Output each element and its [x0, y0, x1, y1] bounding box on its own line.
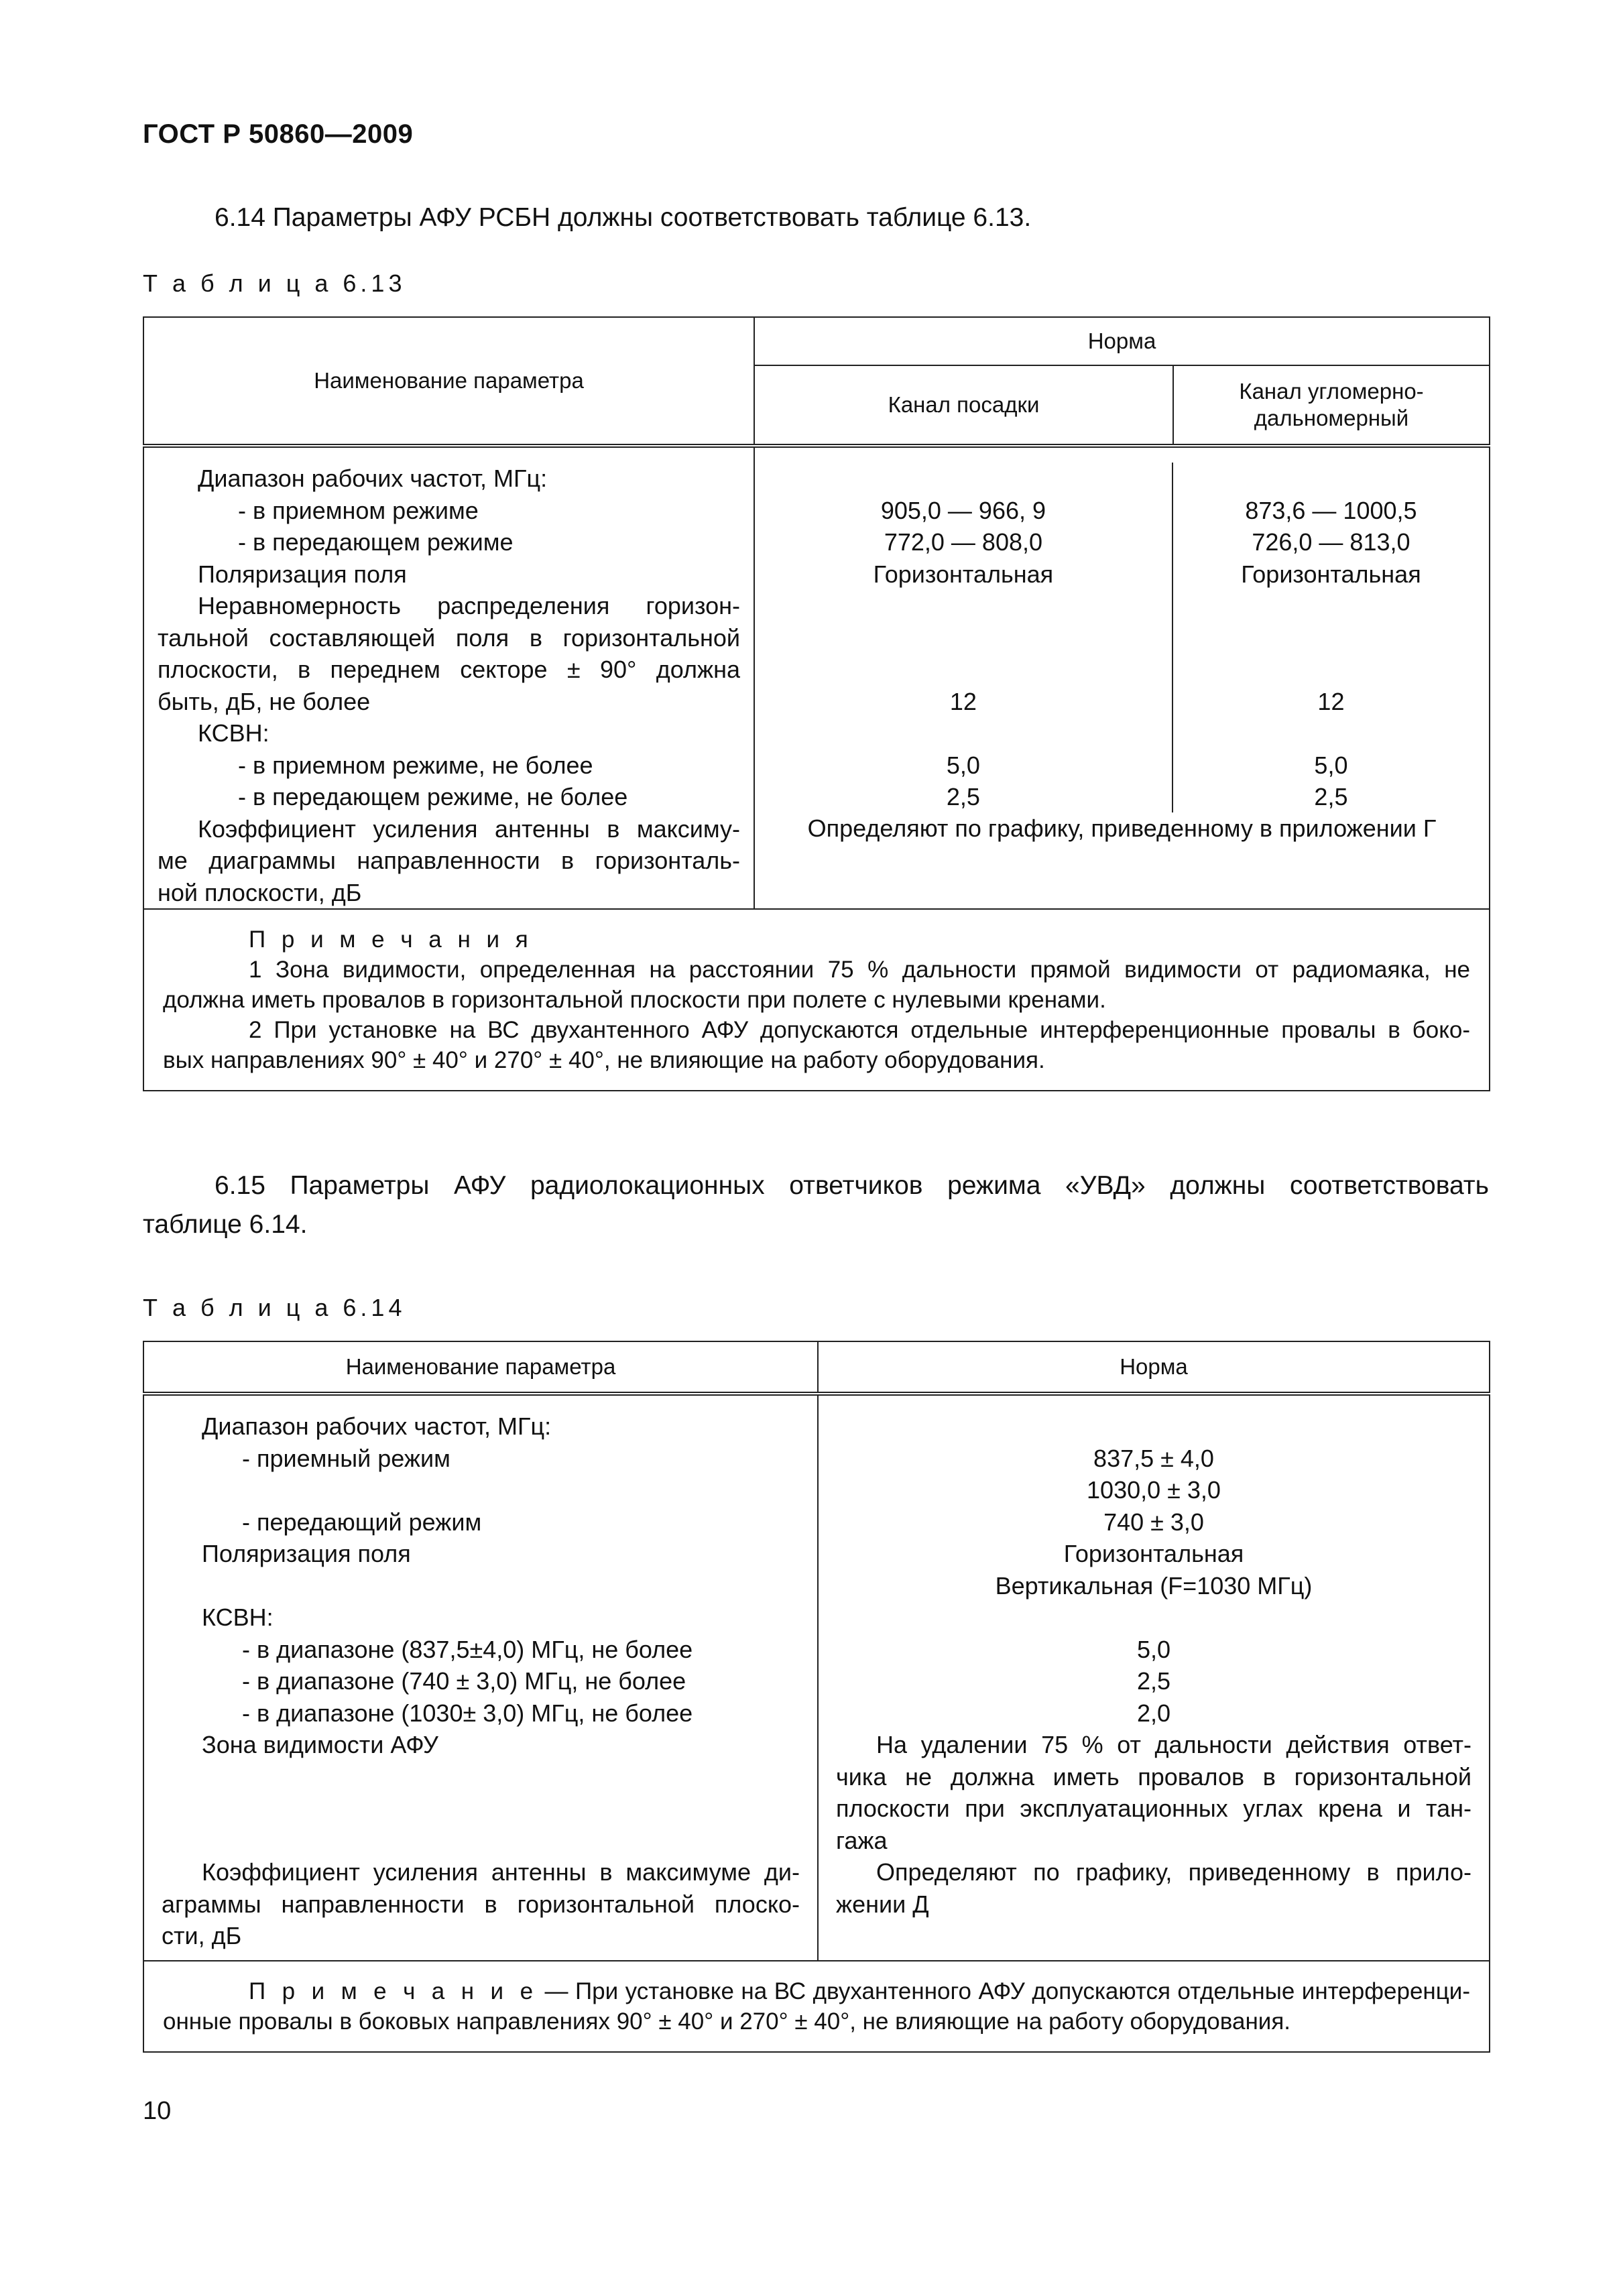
table-6-13	[143, 316, 1490, 1091]
table-6-14-caption: Т а б л и ц а 6.14	[143, 1294, 406, 1321]
t614-tx-mode: - передающий режим	[242, 1508, 482, 1536]
t613-note1-line2: должна иметь провалов в горизонтальной плоскости при полете с нулевыми кренами.	[163, 987, 1106, 1013]
t614-note-text-1: — При установке на ВС двухантенного АФУ допускаются отдельные интерференци-	[538, 1978, 1471, 2004]
t614-gain-value-line1: Определяют по графику, приведенному в прило-	[876, 1858, 1471, 1886]
t614-note-line1	[163, 1976, 1470, 2006]
t613-rx-mode: - в приемном режиме	[238, 496, 479, 524]
t613-angle-tx: 726,0 — 813,0	[1252, 528, 1410, 556]
t614-zone-line4: гажа	[836, 1826, 888, 1854]
t614-gain-value-line2: жении Д	[836, 1890, 929, 1918]
t614-param-column	[143, 1394, 818, 1961]
t613-uneven-line4: быть, дБ, не более	[158, 687, 371, 715]
t613-landing-vswr-tx: 2,5	[946, 783, 980, 810]
t613-notes	[143, 909, 1490, 1091]
t614-vswr-1: - в диапазоне (837,5±4,0) МГц, не более	[242, 1635, 693, 1663]
t613-header-name: Наименование параметра	[143, 317, 754, 446]
t613-header-angle-line1: Канал угломерно-	[1239, 379, 1424, 404]
t614-vswr-2-value: 2,5	[1136, 1667, 1171, 1695]
t613-angle-uneven: 12	[1317, 687, 1345, 715]
t614-rx-mode: - приемный режим	[242, 1444, 450, 1472]
t614-pol-2: Вертикальная (F=1030 МГц)	[995, 1571, 1313, 1599]
table-6-14	[143, 1341, 1490, 2053]
t614-zone: Зона видимости АФУ	[202, 1731, 438, 1758]
page-number: 10	[143, 2097, 172, 2125]
t614-zone-line3: плоскости при эксплуатационных углах крена и тан-	[836, 1795, 1471, 1822]
t614-gain-line3: сти, дБ	[162, 1922, 242, 1949]
t613-landing-pol: Горизонтальная	[873, 560, 1054, 588]
t613-uneven-line2: тальной составляющей поля в горизонтальной	[158, 623, 740, 652]
t613-landing-uneven: 12	[949, 687, 977, 715]
t613-vswr-label: КСВН:	[198, 719, 269, 747]
t613-vswr-tx: - в передающем режиме, не более	[238, 783, 628, 810]
t614-note	[143, 1961, 1490, 2052]
t614-vswr-2: - в диапазоне (740 ± 3,0) МГц, не более	[242, 1667, 686, 1695]
section-6-15-line1: 6.15 Параметры АФУ радиолокационных ответчиков режима «УВД» должны соответствовать	[215, 1171, 1489, 1200]
t614-vswr-3-value: 2,0	[1136, 1699, 1171, 1727]
t613-note1-line1: 1 Зона видимости, определенная на расстоянии 75 % дальности прямой видимости от радиомаяка, не	[249, 957, 1471, 983]
t614-header-name: Наименование параметра	[143, 1341, 818, 1394]
t614-gain-line2: аграммы направленности в горизонтальной плоско-	[162, 1890, 800, 1918]
t613-freq-label: Диапазон рабочих частот, МГц:	[198, 465, 548, 492]
t613-notes-title: П р и м е ч а н и я	[249, 926, 533, 953]
t613-gain-line2: ме диаграммы направленности в горизонталь-	[158, 847, 740, 874]
t613-tx-mode: - в передающем режиме	[238, 528, 514, 556]
t614-vswr-label: КСВН:	[202, 1604, 274, 1631]
t613-landing-tx: 772,0 — 808,0	[884, 528, 1043, 556]
t613-uneven-line1: Неравномерность распределения горизон-	[198, 592, 740, 619]
t613-header-angle-line2: дальномерный	[1254, 406, 1409, 430]
t614-freq-label: Диапазон рабочих частот, МГц:	[202, 1412, 552, 1440]
t613-polarization: Поляризация поля	[198, 560, 407, 588]
t613-gain-line3: ной плоскости, дБ	[158, 878, 362, 906]
t614-zone-line1: На удалении 75 % от дальности действия ответ-	[876, 1731, 1471, 1758]
t613-angle-rx: 873,6 — 1000,5	[1245, 496, 1417, 524]
document-code: ГОСТ Р 50860—2009	[143, 119, 414, 149]
t613-param-column	[143, 446, 754, 909]
t613-header-angle	[1173, 365, 1490, 446]
t614-note-title: П р и м е ч а н и е	[249, 1978, 538, 2004]
t614-vswr-3: - в диапазоне (1030± 3,0) МГц, не более	[242, 1699, 693, 1727]
t614-polarization: Поляризация поля	[202, 1540, 411, 1567]
t613-landing-vswr-rx: 5,0	[946, 751, 980, 779]
table-6-13-caption: Т а б л и ц а 6.13	[143, 269, 406, 297]
t613-gain-value: Определяют по графику, приведенному в приложении Г	[807, 814, 1437, 842]
t613-angle-pol: Горизонтальная	[1241, 560, 1421, 588]
t614-tx: 740 ± 3,0	[1103, 1508, 1204, 1536]
t613-angle-vswr-tx: 2,5	[1314, 783, 1348, 810]
t613-vswr-rx: - в приемном режиме, не более	[238, 751, 593, 779]
t614-rx-1: 837,5 ± 4,0	[1093, 1444, 1214, 1472]
t613-uneven-line3: плоскости, в переднем секторе ± 90° должна	[158, 656, 740, 683]
t614-note-line2: онные провалы в боковых направлениях 90° ± 40° и 270° ± 40°, не влияющие на работу оборудования.	[163, 2008, 1290, 2035]
t613-angle-values	[1173, 463, 1489, 812]
t614-pol-1: Горизонтальная	[1063, 1540, 1244, 1567]
t614-gain-line1: Коэффициент усиления антенны в максимуме ди-	[202, 1858, 800, 1886]
t614-vswr-1-value: 5,0	[1136, 1635, 1171, 1663]
t613-norma-column	[754, 446, 1490, 909]
section-6-14-text: 6.14 Параметры АФУ РСБН должны соответствовать таблице 6.13.	[215, 203, 1032, 232]
t613-gain-line1: Коэффициент усиления антенны в максиму-	[198, 814, 740, 843]
t613-header-landing: Канал посадки	[754, 365, 1173, 446]
t613-header-norma: Норма	[754, 317, 1490, 365]
section-6-15-line2: таблице 6.14.	[143, 1210, 308, 1239]
t613-landing-values	[755, 463, 1173, 812]
t613-angle-vswr-rx: 5,0	[1314, 751, 1348, 779]
t614-zone-line2: чика не должна иметь провалов в горизонтальной	[836, 1762, 1471, 1791]
t614-rx-2: 1030,0 ± 3,0	[1087, 1476, 1221, 1504]
t614-header-norma: Норма	[818, 1341, 1490, 1394]
t614-norma-column	[818, 1394, 1490, 1961]
t613-note2-line1: 2 При установке на ВС двухантенного АФУ допускаются отдельные интерференционные провалы в боко-	[249, 1017, 1471, 1043]
t613-landing-rx: 905,0 — 966, 9	[880, 496, 1046, 524]
t613-note2-line2: вых направлениях 90° ± 40° и 270° ± 40°, не влияющие на работу оборудования.	[163, 1047, 1045, 1073]
